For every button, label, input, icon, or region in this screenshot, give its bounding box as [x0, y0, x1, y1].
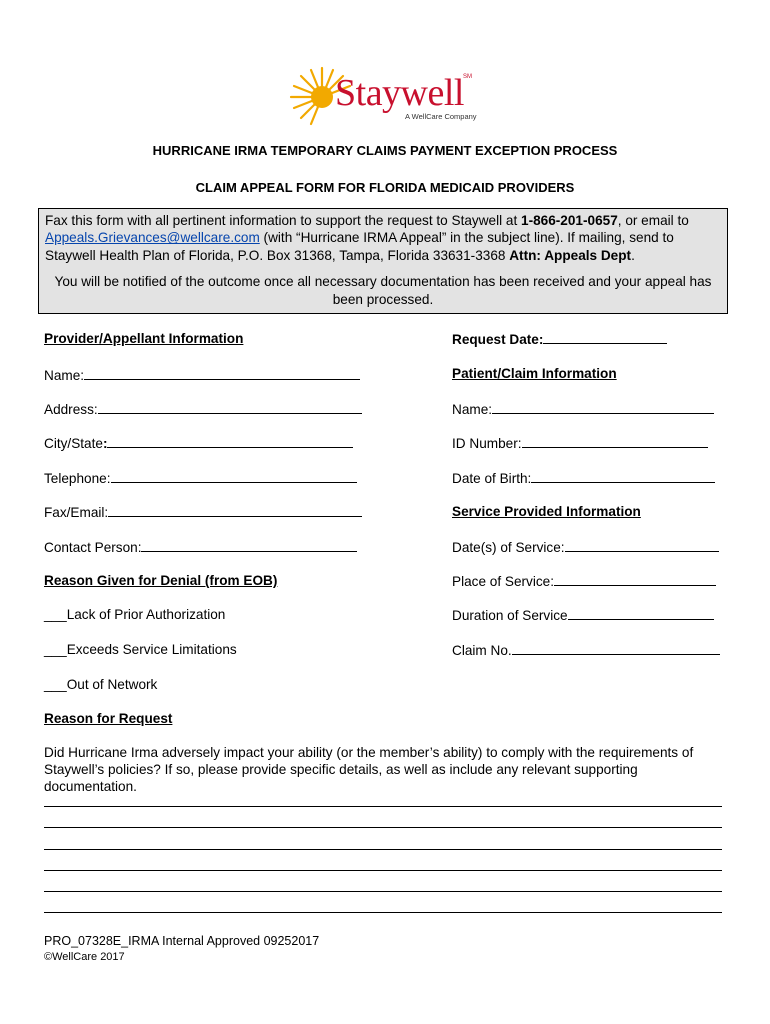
denial-option-label: Out of Network: [66, 677, 158, 692]
place-of-service-field: [452, 572, 716, 590]
fax-number: 1-866-201-0657: [521, 213, 618, 228]
instructions-text: (with “Hurricane IRMA Appeal” in the subject line). If mailing, send to Staywell Health Plan of Florida, P.O. Box 31368, Tampa, Florida 33631-3368: [45, 230, 674, 263]
patient-claim-heading: Patient/Claim Information: [452, 366, 617, 381]
document-code: PRO_07328E_IRMA Internal Approved 09252017: [44, 934, 320, 948]
appeals-email-link[interactable]: Appeals.Grievances@wellcare.com: [45, 230, 260, 246]
provider-fax-email-field: [44, 503, 362, 521]
claim-no-line[interactable]: [512, 641, 720, 655]
provider-telephone-label: Telephone:: [44, 471, 111, 486]
dates-of-service-label: Date(s) of Service:: [452, 540, 565, 555]
dob-field: [452, 469, 715, 487]
service-heading: Service Provided Information: [452, 504, 641, 519]
provider-city-state-field: [44, 434, 353, 452]
contact-person-label: Contact Person:: [44, 540, 142, 555]
instructions-paragraph: [45, 212, 721, 264]
provider-fax-email-line[interactable]: [108, 503, 362, 517]
denial-option-label: Lack of Prior Authorization: [66, 607, 226, 622]
instructions-text: Fax this form with all pertinent information to support the request to Staywell at: [45, 213, 522, 228]
request-date-label: Request Date:: [452, 332, 544, 347]
patient-name-line[interactable]: [492, 400, 714, 414]
checkbox-blank[interactable]: ___: [44, 642, 67, 657]
request-date-field: [452, 330, 667, 348]
contact-person-line[interactable]: [141, 538, 357, 552]
instructions-text: .: [631, 247, 635, 263]
provider-name-line[interactable]: [84, 366, 360, 380]
provider-telephone-field: [44, 469, 357, 487]
duration-of-service-field: [452, 606, 714, 624]
staywell-logo: [287, 64, 487, 126]
duration-of-service-label: Duration of Service: [452, 608, 568, 623]
place-of-service-label: Place of Service:: [452, 574, 554, 589]
checkbox-blank[interactable]: ___: [44, 607, 67, 622]
dates-of-service-line[interactable]: [565, 538, 719, 552]
provider-address-line[interactable]: [98, 400, 362, 414]
reason-for-request-heading: Reason for Request: [44, 711, 173, 726]
checkbox-blank[interactable]: ___: [44, 677, 67, 692]
brand-name: Staywell: [335, 72, 464, 114]
provider-city-state-colon: :: [102, 436, 108, 451]
notification-paragraph: You will be notified of the outcome once all necessary documentation has been received and your appeal has been processed.: [54, 274, 712, 307]
denial-reason-heading: Reason Given for Denial (from EOB): [44, 573, 278, 588]
denial-option[interactable]: [44, 641, 237, 658]
id-number-line[interactable]: [522, 434, 708, 448]
provider-address-label: Address:: [44, 402, 98, 417]
denial-option-label: Exceeds Service Limitations: [66, 642, 237, 657]
patient-name-field: [452, 400, 714, 418]
provider-city-state-label: City/State: [44, 436, 103, 451]
provider-name-field: [44, 366, 360, 384]
brand-tagline: A WellCare Company: [405, 112, 477, 121]
answer-line[interactable]: [44, 870, 722, 871]
place-of-service-line[interactable]: [554, 572, 716, 586]
answer-line[interactable]: [44, 806, 722, 807]
dob-label: Date of Birth:: [452, 471, 532, 486]
provider-fax-email-label: Fax/Email:: [44, 505, 109, 520]
denial-option[interactable]: [44, 676, 157, 693]
answer-line[interactable]: [44, 912, 722, 913]
instructions-box: [38, 208, 728, 314]
provider-heading: Provider/Appellant Information: [44, 331, 244, 346]
reason-question: Did Hurricane Irma adversely impact your ability (or the member’s ability) to comply with the requirements of Staywell’s policies? If so, please provide specific details, as well as include any relevant supporting documentation.: [44, 745, 694, 794]
id-number-label: ID Number:: [452, 436, 522, 451]
copyright: ©WellCare 2017: [44, 951, 125, 963]
provider-telephone-line[interactable]: [111, 469, 357, 483]
service-mark: SM: [463, 74, 472, 80]
id-number-field: [452, 434, 708, 452]
answer-line[interactable]: [44, 849, 722, 850]
contact-person-field: [44, 538, 357, 556]
patient-name-label: Name:: [452, 402, 493, 417]
instructions-text: , or email to: [617, 213, 689, 228]
form-title: HURRICANE IRMA TEMPORARY CLAIMS PAYMENT EXCEPTION PROCESS: [152, 143, 618, 158]
claim-no-label: Claim No.: [452, 643, 512, 658]
dates-of-service-field: [452, 538, 719, 556]
answer-line[interactable]: [44, 891, 722, 892]
denial-option[interactable]: [44, 606, 225, 623]
answer-line[interactable]: [44, 827, 722, 828]
claim-no-field: [452, 641, 720, 659]
provider-address-field: [44, 400, 362, 418]
dob-line[interactable]: [531, 469, 715, 483]
provider-city-state-line[interactable]: [107, 434, 353, 448]
form-subtitle: CLAIM APPEAL FORM FOR FLORIDA MEDICAID PROVIDERS: [195, 180, 575, 195]
request-date-line[interactable]: [543, 330, 667, 344]
provider-name-label: Name:: [44, 368, 85, 383]
duration-of-service-line[interactable]: [568, 606, 714, 620]
attn-appeals: Attn: Appeals Dept: [509, 247, 632, 263]
